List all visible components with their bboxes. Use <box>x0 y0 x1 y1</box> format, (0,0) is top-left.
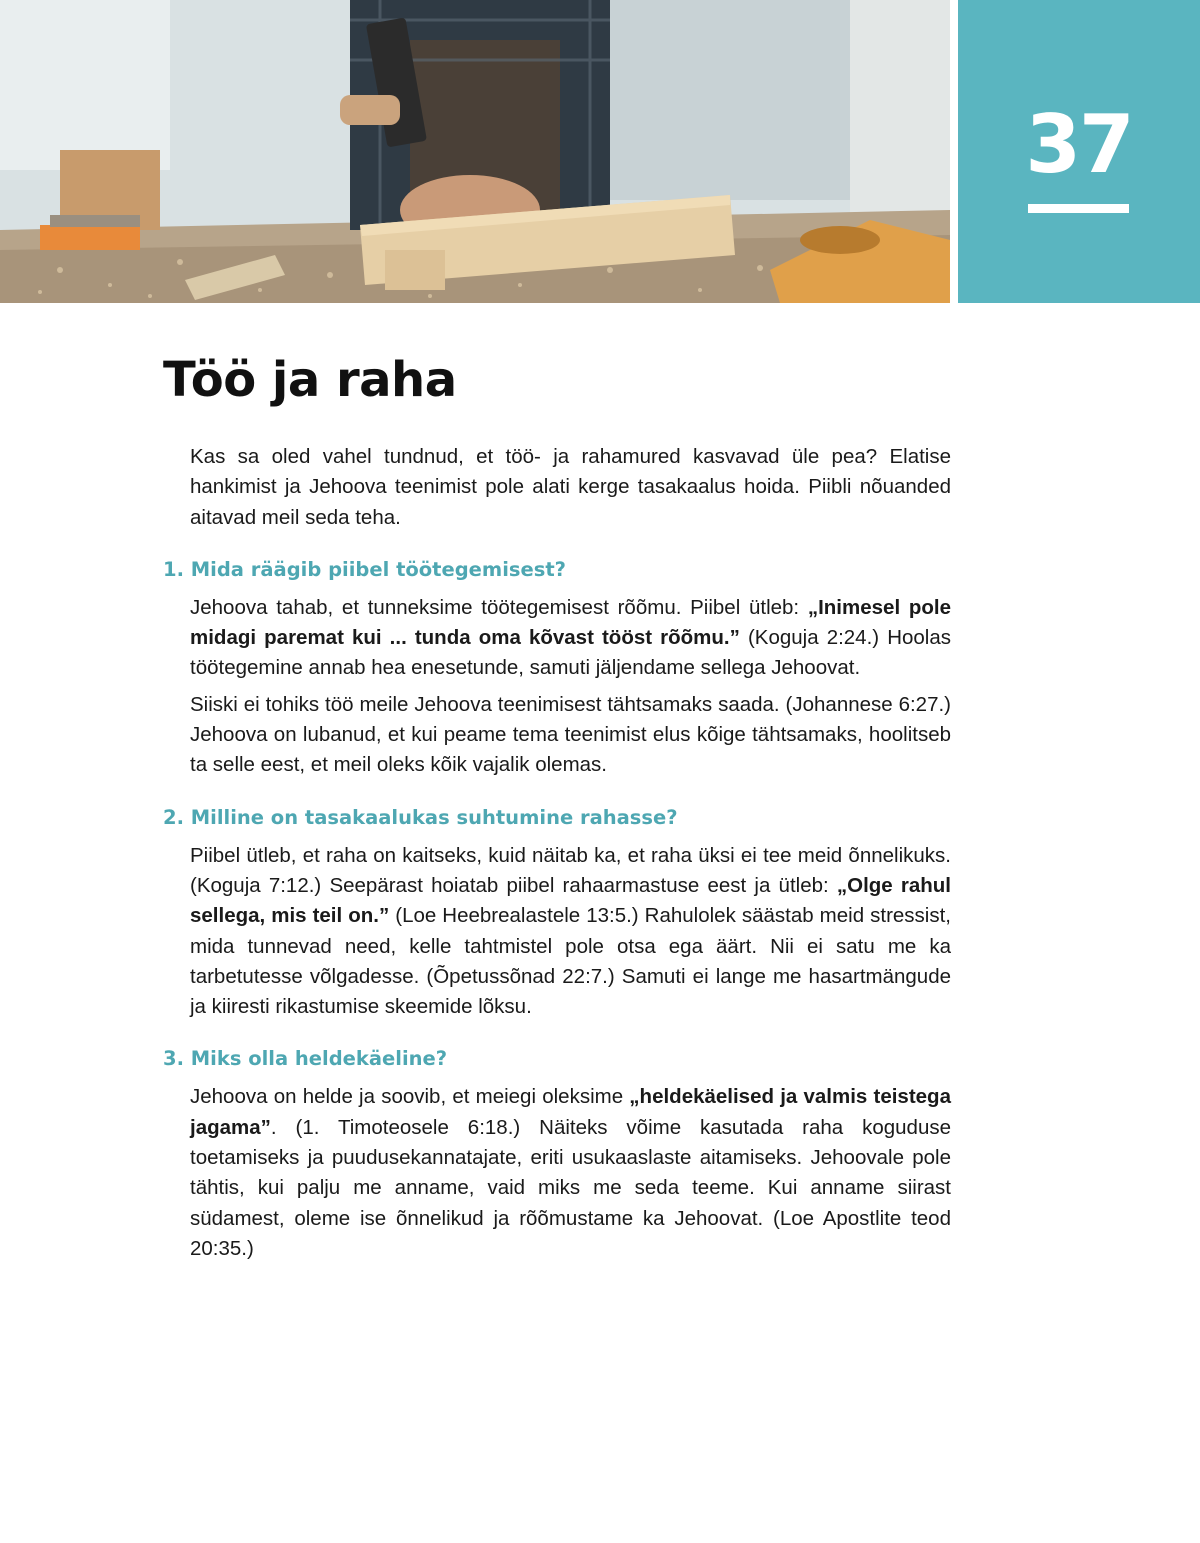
text-run: (Loe Heebrealastele 13:5.) Rahulolek säästab meid stressist, mida tunnevad need, kelle tahtmistel pole otsa ega äärt. Nii ei satu me ka tarbetutesse võlgadesse. (Õpetussõnad 22:7.) Samuti ei lange me hasartmängude ja kiiresti rikastumise skeemide lõksu. <box>190 904 951 1019</box>
section-3 <box>163 1044 951 1264</box>
chapter-badge <box>958 0 1200 303</box>
page-title: Töö ja raha <box>163 352 457 408</box>
scripture-quote: „Inimesel pole midagi paremat kui ... tunda oma kõvast tööst rõõmu.” <box>190 595 951 650</box>
section-question: 3. Miks olla heldekäeline? <box>163 1047 448 1071</box>
scripture-quote: „Olge rahul sellega, mis teil on.” <box>190 873 951 928</box>
section-1 <box>163 555 951 781</box>
text-run: Jehoova on helde ja soovib, et meiegi oleksime <box>190 1085 630 1109</box>
scripture-quote: „heldekäelised ja valmis teistega jagama” <box>190 1085 951 1139</box>
carpentry-photo-illustration <box>0 0 950 303</box>
section-question: 2. Milline on tasakaalukas suhtumine rahasse? <box>163 805 678 829</box>
header-photo <box>0 0 950 303</box>
text-run: Piibel ütleb, et raha on kaitseks, kuid näitab ka, et raha üksi ei tee meid õnnelikuks. (Koguja 7:12.) Seepärast hoiatab piibel rahaarmastuse eest ja ütleb: <box>190 843 951 897</box>
chapter-underline <box>1028 204 1129 213</box>
section-question: 1. Mida räägib piibel töötegemisest? <box>163 557 566 581</box>
text-run: Jehoova tahab, et tunneksime töötegemisest rõõmu. Piibel ütleb: <box>190 595 808 619</box>
text-run: Siiski ei tohiks töö meile Jehoova teenimisest tähtsamaks saada. (Johannese 6:27.) Jehoova on lubanud, et kui peame tema teenimist elus kõige tähtsamaks, hoolitseb ta selle eest, et meil oleks kõik vajalik olemas. <box>190 692 951 777</box>
section-paragraph <box>190 593 951 684</box>
section-paragraph <box>190 1082 951 1264</box>
text-run: . (1. Timoteosele 6:18.) Näiteks võime kasutada raha koguduse toetamiseks ja puudusekannatajate, eriti usukaaslaste aitamiseks. Jehoovale pole tähtis, kui palju me anname, vaid miks me seda teeme. Kui anname siirast südamest, oleme ise õnnelikud ja rõõmustame ka Jehoovat. (Loe Apostlite teod 20:35.) <box>190 1115 951 1260</box>
section-paragraph <box>190 690 951 781</box>
lesson-content <box>163 442 951 1270</box>
text-run: (Koguja 2:24.) Hoolas töötegemine annab hea enesetunde, samuti jäljendame sellega Jehoovat. <box>190 626 952 680</box>
section-2 <box>163 803 951 1023</box>
intro-paragraph: Kas sa oled vahel tundnud, et töö- ja rahamured kasvavad üle pea? Elatise hankimist ja Jehoova teenimist pole alati kerge tasakaalus hoida. Piibli nõuanded aitavad meil seda teha. <box>190 445 951 529</box>
section-paragraph <box>190 841 951 1023</box>
chapter-number: 37 <box>1025 98 1133 191</box>
